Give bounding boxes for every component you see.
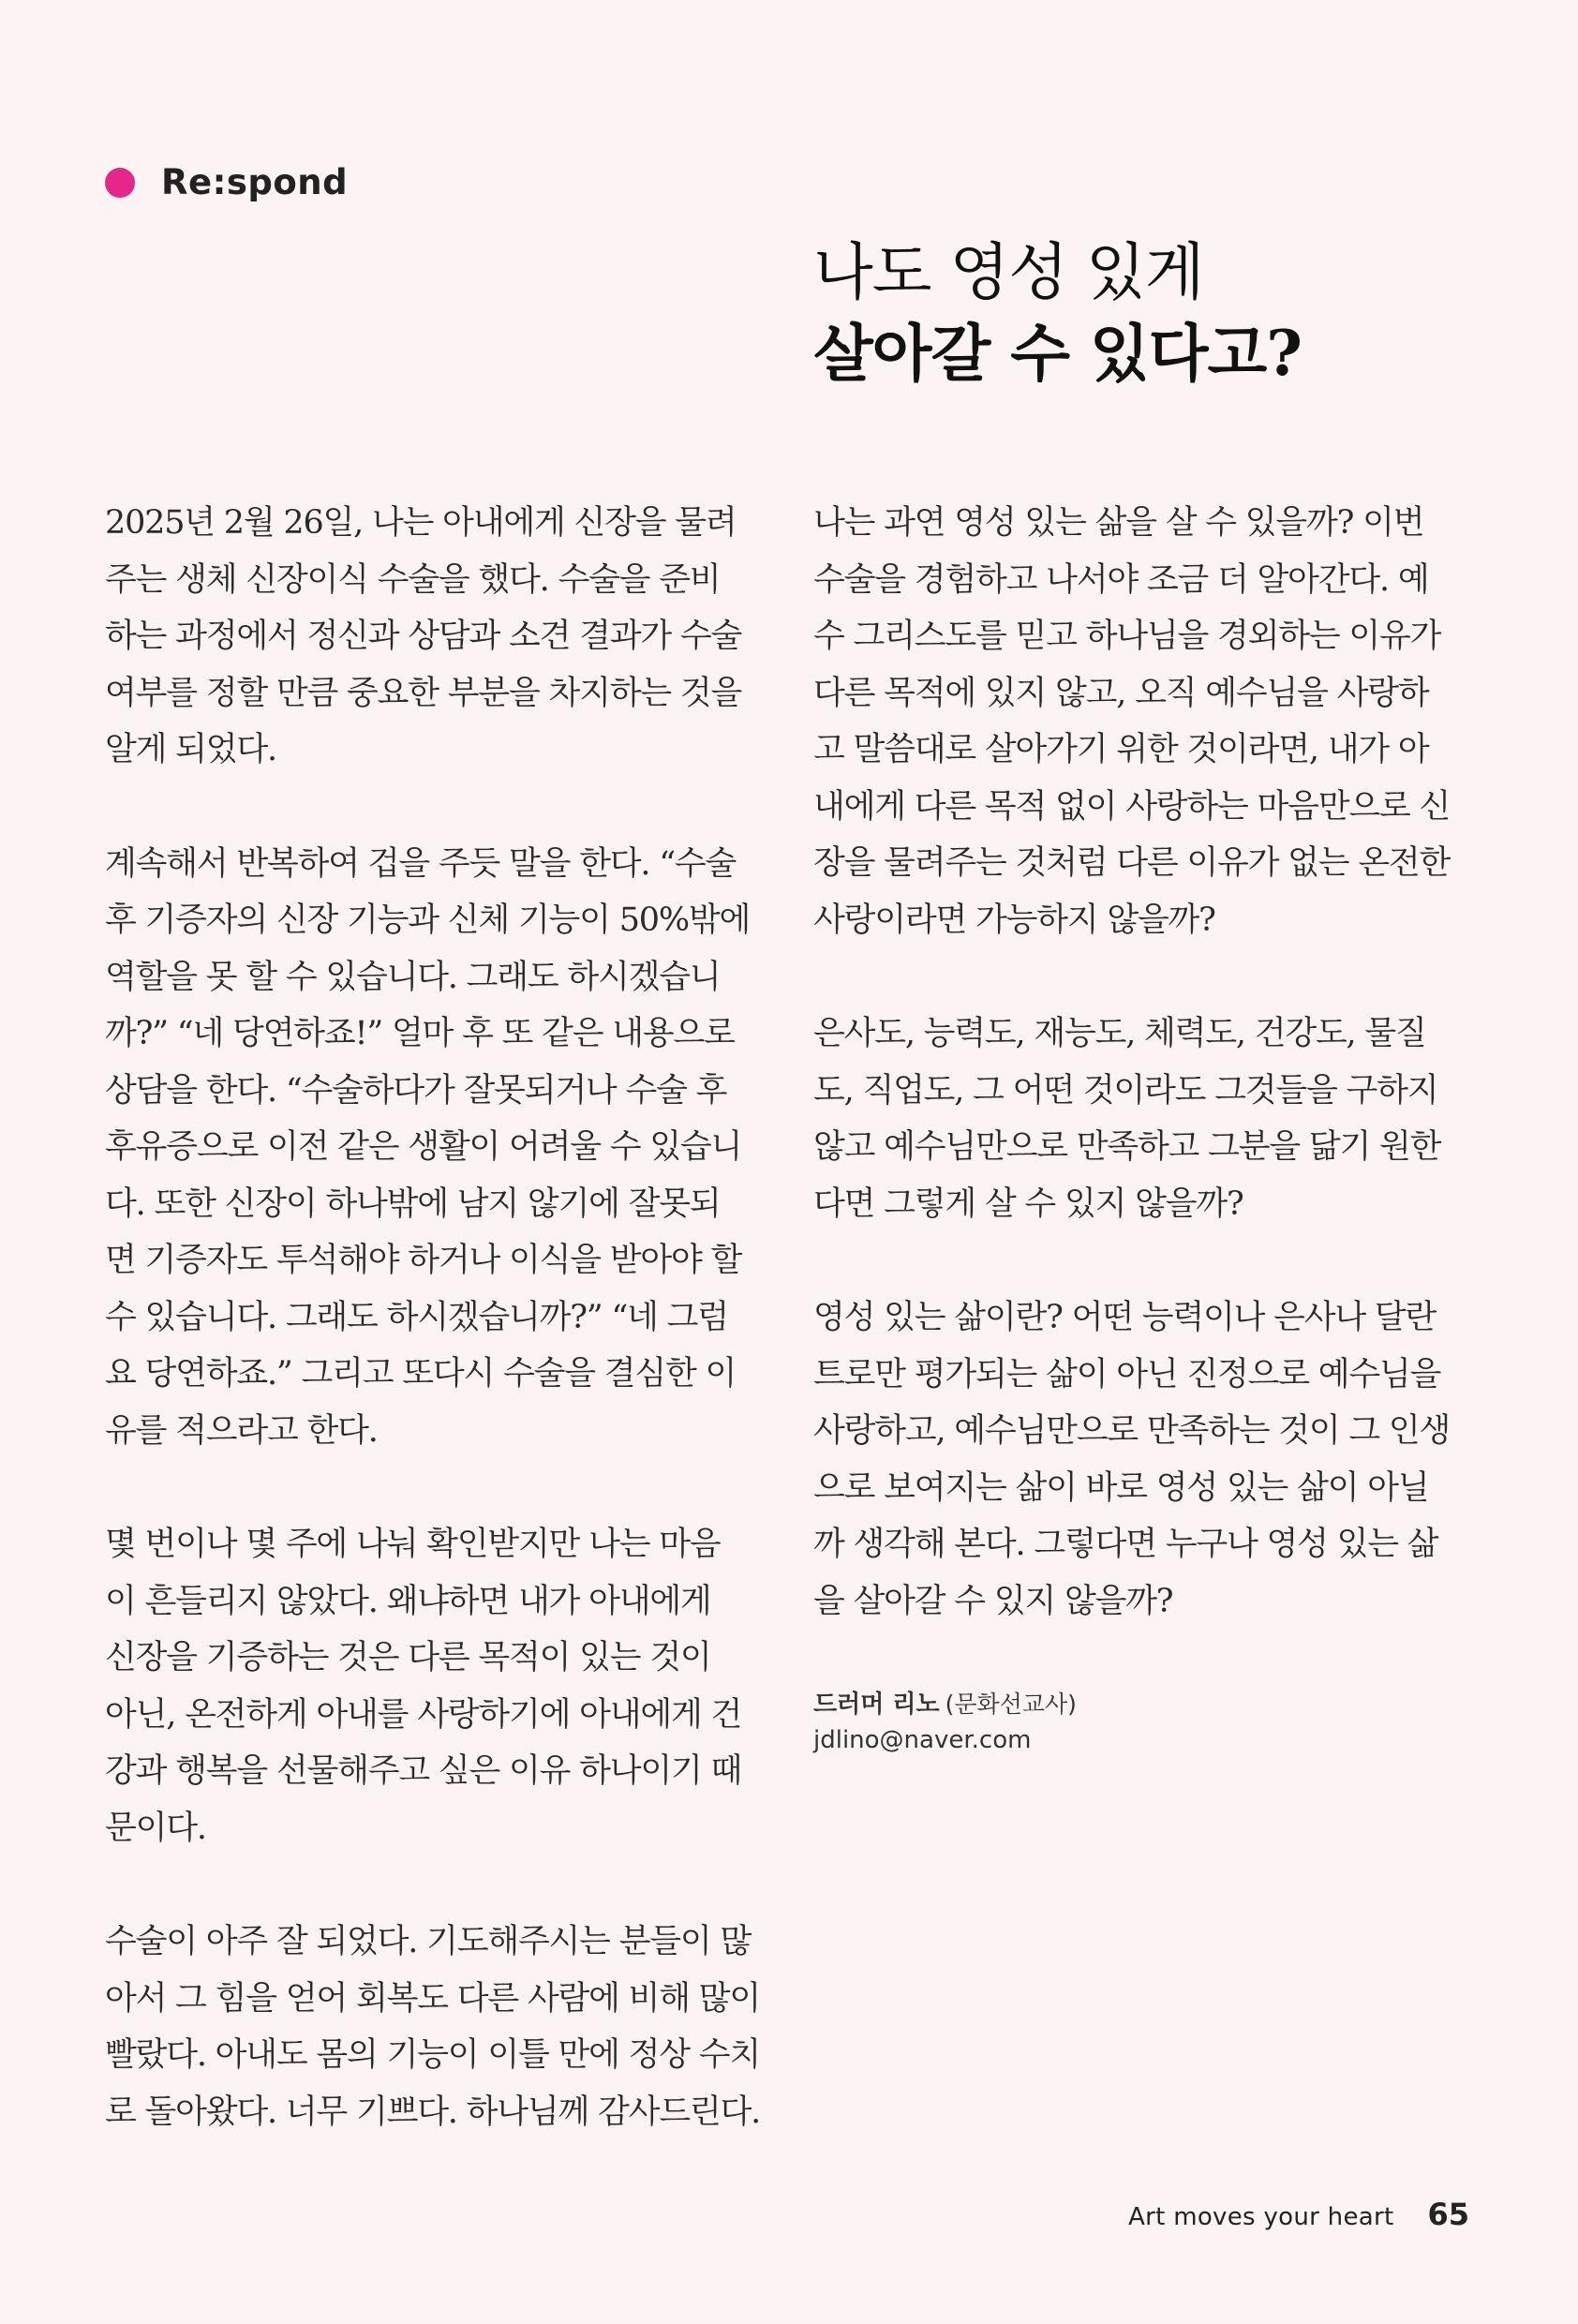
- left-column: [105, 495, 761, 2197]
- article-title-line-1: 나도 영성 있게: [813, 236, 1204, 308]
- body-paragraph: 수술이 아주 잘 되었다. 기도해주시는 분들이 많 아서 그 힘을 얻어 회복도 다른 사람에 비해 많이 빨랐다. 아내도 몸의 기능이 이틀 만에 정상 수치 로 돌아왔다. 너무 기쁘다. 하나님께 감사드린다.: [105, 1923, 760, 2131]
- body-paragraph: 계속해서 반복하여 겁을 주듯 말을 한다. “수술 후 기증자의 신장 기능과 신체 기능이 50%밖에 역할을 못 할 수 있습니다. 그래도 하시겠습니 까?” “네 당연하죠!” 얼마 후 또 같은 내용으로 상담을 한다. “수술하다가 잘못되거나 수술 후 후유증으로 이전 같은 생활이 어려울 수 있습니 다. 또한 신장이 하나밖에 남지 않기에 잘못되 면 기증자도 투석해야 하거나 이식을 받아야 할 수 있습니다. 그래도 하시겠습니까?” “네 그럼 요 당연하죠.” 그리고 또다시 수술을 결심한 이 유를 적으라고 한다.: [105, 844, 751, 1450]
- page-footer: [1128, 2197, 1469, 2232]
- body-paragraph: 영성 있는 삶이란? 어떤 능력이나 은사나 달란 트로만 평가되는 삶이 아닌 진정으로 예수님을 사랑하고, 예수님만으로 만족하는 것이 그 인생 으로 보여지는 삶이 바로 영성 있는 삶이 아닐 까 생각해 본다. 그렇다면 누구나 영성 있는 삶 을 살아갈 수 있지 않을까?: [813, 1299, 1451, 1620]
- body-paragraph: 은사도, 능력도, 재능도, 체력도, 건강도, 물질 도, 직업도, 그 어떤 것이라도 그것들을 구하지 않고 예수님만으로 만족하고 그분을 닮기 원한 다면 그렇게 살 수 있지 않을까?: [813, 1015, 1441, 1223]
- article-title-line-2: 살아갈 수 있다고?: [813, 317, 1302, 390]
- section-dot-icon: [105, 168, 135, 198]
- author-role: (문화선교사): [945, 1691, 1077, 1718]
- body-paragraph: 몇 번이나 몇 주에 나눠 확인받지만 나는 마음 이 흔들리지 않았다. 왜냐하면 내가 아내에게 신장을 기증하는 것은 다른 목적이 있는 것이 아닌, 온전하게 아내를 사랑하기에 아내에게 건 강과 행복을 선물해주고 싶은 이유 하나이기 때 문이다.: [105, 1526, 742, 1847]
- article-title: [813, 232, 1488, 394]
- body-paragraph: 나는 과연 영성 있는 삶을 살 수 있을까? 이번 수술을 경험하고 나서야 조금 더 알아간다. 예 수 그리스도를 믿고 하나님을 경외하는 이유가 다른 목적에 있지 않고, 오직 예수님을 사랑하 고 말씀대로 살아가기 위한 것이라면, 내가 아 내에게 다른 목적 없이 사랑하는 마음만으로 신 장을 물려주는 것처럼 다른 이유가 없는 온전한 사랑이라면 가능하지 않을까?: [813, 504, 1451, 939]
- author-name: 드러머 리노: [813, 1691, 940, 1719]
- section-label: [105, 162, 348, 202]
- footer-slogan: Art moves your heart: [1128, 2203, 1394, 2231]
- section-label-text: Re:spond: [161, 162, 349, 202]
- body-paragraph: 2025년 2월 26일, 나는 아내에게 신장을 물려 주는 생체 신장이식 수술을 했다. 수술을 준비 하는 과정에서 정신과 상담과 소견 결과가 수술 여부를 정할 만큼 중요한 부분을 차지하는 것을 알게 되었다.: [105, 504, 742, 768]
- right-column: [813, 495, 1469, 1758]
- author-email: jdlino@naver.com: [813, 1726, 1032, 1754]
- author-credit: [813, 1687, 1469, 1758]
- page-number: 65: [1427, 2197, 1469, 2232]
